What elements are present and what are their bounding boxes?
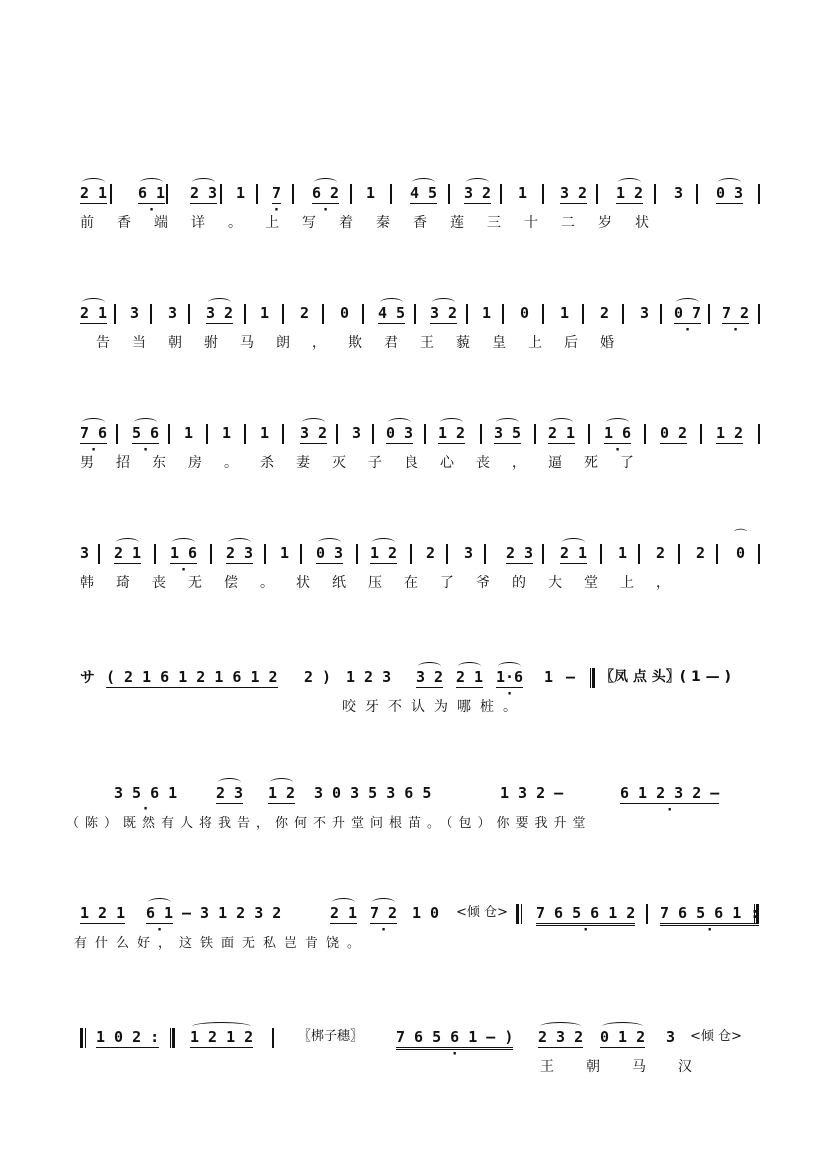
note-group: 0 bbox=[340, 304, 350, 322]
note-group: 6 1 · bbox=[146, 904, 173, 924]
lyric-row bbox=[60, 694, 780, 716]
barline bbox=[500, 184, 502, 204]
note-group: 1 bbox=[560, 304, 570, 322]
barline bbox=[758, 424, 760, 444]
note-group: 2 bbox=[300, 304, 310, 322]
note-group: 1·6 · bbox=[496, 668, 523, 688]
repeat-start-barline bbox=[80, 1028, 86, 1048]
note-group: 0 2 bbox=[660, 424, 688, 442]
note-group: 3 2 bbox=[464, 184, 492, 202]
barline bbox=[372, 424, 374, 444]
barline bbox=[350, 184, 352, 204]
barline bbox=[480, 424, 482, 444]
lyric-text: 告当朝驸马朗，欺君王藐皇上后婚 bbox=[96, 335, 636, 351]
double-barline bbox=[590, 668, 595, 688]
barline bbox=[638, 544, 640, 564]
barline bbox=[446, 544, 448, 564]
lyric-text: （陈）既然有人将我告，你何不升堂问根苗。（包）你要我升堂 bbox=[66, 816, 592, 831]
note-group: 1 2 1 bbox=[80, 904, 126, 922]
lyric-row bbox=[60, 450, 780, 472]
barline bbox=[168, 424, 170, 444]
note-group: 1 bbox=[482, 304, 492, 322]
barline bbox=[716, 544, 718, 564]
note-group: 1 2 bbox=[716, 424, 744, 442]
note-group: 1 3 2 — bbox=[500, 784, 564, 802]
note-group: 6 2 · bbox=[312, 184, 339, 204]
note-group: 2 bbox=[696, 544, 706, 562]
note-group: 1 bbox=[544, 668, 554, 686]
note-group: 0 3 bbox=[716, 184, 744, 202]
barline bbox=[256, 184, 258, 204]
note-group: 2 1 bbox=[456, 668, 484, 686]
note-group: 3 bbox=[674, 184, 684, 202]
note-group: 7 · bbox=[272, 184, 281, 204]
note-group: 0 7 · bbox=[674, 304, 701, 324]
barline bbox=[582, 304, 584, 324]
note-group: 2 bbox=[656, 544, 666, 562]
note-group: 0 bbox=[736, 544, 746, 562]
barline bbox=[542, 184, 544, 204]
note-group: 1 6 · bbox=[170, 544, 197, 564]
note-group: 1 0 2 : bbox=[96, 1028, 160, 1046]
barline bbox=[210, 544, 212, 564]
barline bbox=[244, 424, 246, 444]
barline bbox=[116, 424, 118, 444]
note-group: 2 bbox=[426, 544, 436, 562]
note-group: 3 2 bbox=[300, 424, 328, 442]
barline bbox=[282, 304, 284, 324]
barline bbox=[660, 304, 662, 324]
notes-row bbox=[60, 296, 780, 330]
barline bbox=[150, 304, 152, 324]
lyric-row bbox=[60, 570, 780, 592]
barline bbox=[708, 304, 710, 324]
barline bbox=[654, 184, 656, 204]
lyric-text: 咬牙不认为哪桩。 bbox=[342, 699, 526, 715]
note-group: 2 1 bbox=[560, 544, 588, 562]
note-group: 3 bbox=[80, 544, 90, 562]
barline bbox=[678, 544, 680, 564]
note-group: 1 bbox=[518, 184, 528, 202]
note-group: 7 2 · bbox=[722, 304, 749, 324]
notes-row bbox=[60, 416, 780, 450]
percussion-label: <倾 仓> bbox=[456, 905, 508, 920]
note-group: 0 3 bbox=[316, 544, 344, 562]
note-group: 1 6 · bbox=[604, 424, 631, 444]
note-group: 2 3 bbox=[506, 544, 534, 562]
note-group: 5 6 · bbox=[132, 424, 159, 444]
note-group: 3 0 3 5 3 6 5 bbox=[314, 784, 432, 802]
barline bbox=[264, 544, 266, 564]
barline bbox=[502, 304, 504, 324]
note-group: 0 bbox=[520, 304, 530, 322]
barline bbox=[244, 304, 246, 324]
lyric-row bbox=[60, 1054, 780, 1076]
note-group: 3 bbox=[130, 304, 140, 322]
lyric-text: 男招东房。杀妻灭子良心丧，逼死了 bbox=[80, 455, 656, 471]
barline bbox=[166, 184, 168, 204]
note-group: 2 1 bbox=[548, 424, 576, 442]
note-group: 1 bbox=[236, 184, 246, 202]
note-group: 7 2 · bbox=[370, 904, 397, 924]
repeat-end-barline bbox=[754, 904, 759, 924]
notes-row bbox=[60, 776, 780, 810]
barline bbox=[272, 1028, 274, 1048]
notes-row bbox=[60, 1020, 780, 1054]
lyric-row bbox=[60, 930, 780, 952]
note-group: 1 2 bbox=[616, 184, 644, 202]
barline bbox=[356, 544, 358, 564]
note-group: 7 6 · bbox=[80, 424, 107, 444]
note-group: ( 2 1 6 1 2 1 6 1 2 bbox=[106, 668, 278, 686]
note-group: 3 bbox=[640, 304, 650, 322]
notes-row bbox=[60, 896, 780, 930]
note-group: 6 1 2 3 2 — · bbox=[620, 784, 719, 804]
tune-label: 〖梆子穗〗 bbox=[298, 1029, 364, 1044]
note-group: 2 3 bbox=[190, 184, 218, 202]
barline bbox=[758, 304, 760, 324]
note-group: 2 1 bbox=[80, 304, 108, 322]
tune-label: 〖凤 点 头〗( 1 — ) bbox=[600, 669, 731, 685]
note-group: 4 5 bbox=[378, 304, 406, 322]
note-group: 1 2 bbox=[370, 544, 398, 562]
note-group: 7 6 5 6 1 — ) · bbox=[396, 1028, 513, 1050]
barline bbox=[424, 424, 426, 444]
note-group: 1 bbox=[280, 544, 290, 562]
note-group: 2 1 bbox=[330, 904, 358, 922]
repeat-start-barline bbox=[516, 904, 522, 924]
lyric-row bbox=[60, 810, 780, 832]
note-group: — 3 1 2 3 2 bbox=[182, 904, 282, 922]
note-group: 0 1 2 bbox=[600, 1028, 646, 1046]
note-group: 3 bbox=[464, 544, 474, 562]
notes-row bbox=[60, 660, 780, 694]
barline bbox=[292, 184, 294, 204]
barline bbox=[448, 184, 450, 204]
barline bbox=[466, 304, 468, 324]
notes-row bbox=[60, 529, 780, 570]
barline bbox=[600, 544, 602, 564]
lyric-text: 有什么好，这铁面无私岂肯饶。 bbox=[74, 936, 369, 951]
note-group: 1 bbox=[618, 544, 628, 562]
barline bbox=[696, 184, 698, 204]
note-group: 2 3 bbox=[216, 784, 244, 802]
note-group: 3 bbox=[352, 424, 362, 442]
barline bbox=[414, 304, 416, 324]
notes-row bbox=[60, 176, 780, 210]
note-group: 2 3 bbox=[226, 544, 254, 562]
barline bbox=[596, 184, 598, 204]
barline bbox=[98, 544, 100, 564]
lyric-row bbox=[60, 210, 780, 232]
barline bbox=[758, 544, 760, 564]
barline bbox=[644, 424, 646, 444]
lyric-text: 王朝马汉 bbox=[540, 1059, 724, 1075]
note-group: 7 6 5 6 1 2 · bbox=[536, 904, 635, 926]
lyric-row bbox=[60, 330, 780, 352]
barline bbox=[622, 304, 624, 324]
lyric-text: 前香端详。上写着秦香莲三十二岁状 bbox=[80, 215, 672, 231]
note-group: 1 bbox=[184, 424, 194, 442]
note-group: — bbox=[566, 668, 576, 686]
note-group: 2 bbox=[600, 304, 610, 322]
note-group: 2 ) bbox=[304, 668, 332, 686]
note-group: 1 0 bbox=[412, 904, 440, 922]
note-group: 2 3 2 bbox=[538, 1028, 584, 1046]
barline bbox=[300, 544, 302, 564]
barline bbox=[336, 424, 338, 444]
barline bbox=[206, 424, 208, 444]
barline bbox=[390, 184, 392, 204]
barline bbox=[188, 304, 190, 324]
note-group: 2 1 bbox=[114, 544, 142, 562]
barline bbox=[362, 304, 364, 324]
barline bbox=[646, 904, 648, 924]
note-group: 1 bbox=[260, 424, 270, 442]
barline bbox=[758, 184, 760, 204]
barline bbox=[534, 424, 536, 444]
barline bbox=[410, 544, 412, 564]
note-group: サ bbox=[80, 668, 96, 686]
note-group: 1 bbox=[260, 304, 270, 322]
note-group: 7 6 5 6 1 : · bbox=[660, 904, 759, 926]
note-group: 3 5 6 1 · bbox=[114, 784, 177, 802]
note-group: 0 3 bbox=[386, 424, 414, 442]
barline bbox=[542, 544, 544, 564]
note-group: 3 2 bbox=[206, 304, 234, 322]
fermata-icon: ⌒ bbox=[734, 529, 748, 544]
barline bbox=[110, 184, 112, 204]
lyric-text: 韩琦丧无偿。状纸压在了爷的大堂上， bbox=[80, 575, 692, 591]
note-group: 1 2 bbox=[438, 424, 466, 442]
note-group: 3 bbox=[168, 304, 178, 322]
barline bbox=[154, 544, 156, 564]
barline bbox=[700, 424, 702, 444]
barline bbox=[114, 304, 116, 324]
note-group: 2 1 bbox=[80, 184, 108, 202]
note-group: 1 bbox=[222, 424, 232, 442]
note-group: 1 2 3 bbox=[346, 668, 392, 686]
note-group: 4 5 bbox=[410, 184, 438, 202]
note-group: 3 2 bbox=[416, 668, 444, 686]
barline bbox=[484, 544, 486, 564]
barline bbox=[322, 304, 324, 324]
barline bbox=[542, 304, 544, 324]
note-group: 1 2 1 2 bbox=[190, 1028, 254, 1046]
barline bbox=[220, 184, 222, 204]
note-group: 3 2 bbox=[430, 304, 458, 322]
percussion-label: <倾 仓> bbox=[690, 1029, 742, 1044]
note-group: 3 2 bbox=[560, 184, 588, 202]
note-group: 3 5 bbox=[494, 424, 522, 442]
note-group: 1 2 bbox=[268, 784, 296, 802]
repeat-end-barline bbox=[170, 1028, 175, 1048]
barline bbox=[282, 424, 284, 444]
note-group: 3 bbox=[666, 1028, 676, 1046]
barline bbox=[588, 424, 590, 444]
note-group: 1 bbox=[366, 184, 376, 202]
note-group: 6 1 · bbox=[138, 184, 165, 204]
